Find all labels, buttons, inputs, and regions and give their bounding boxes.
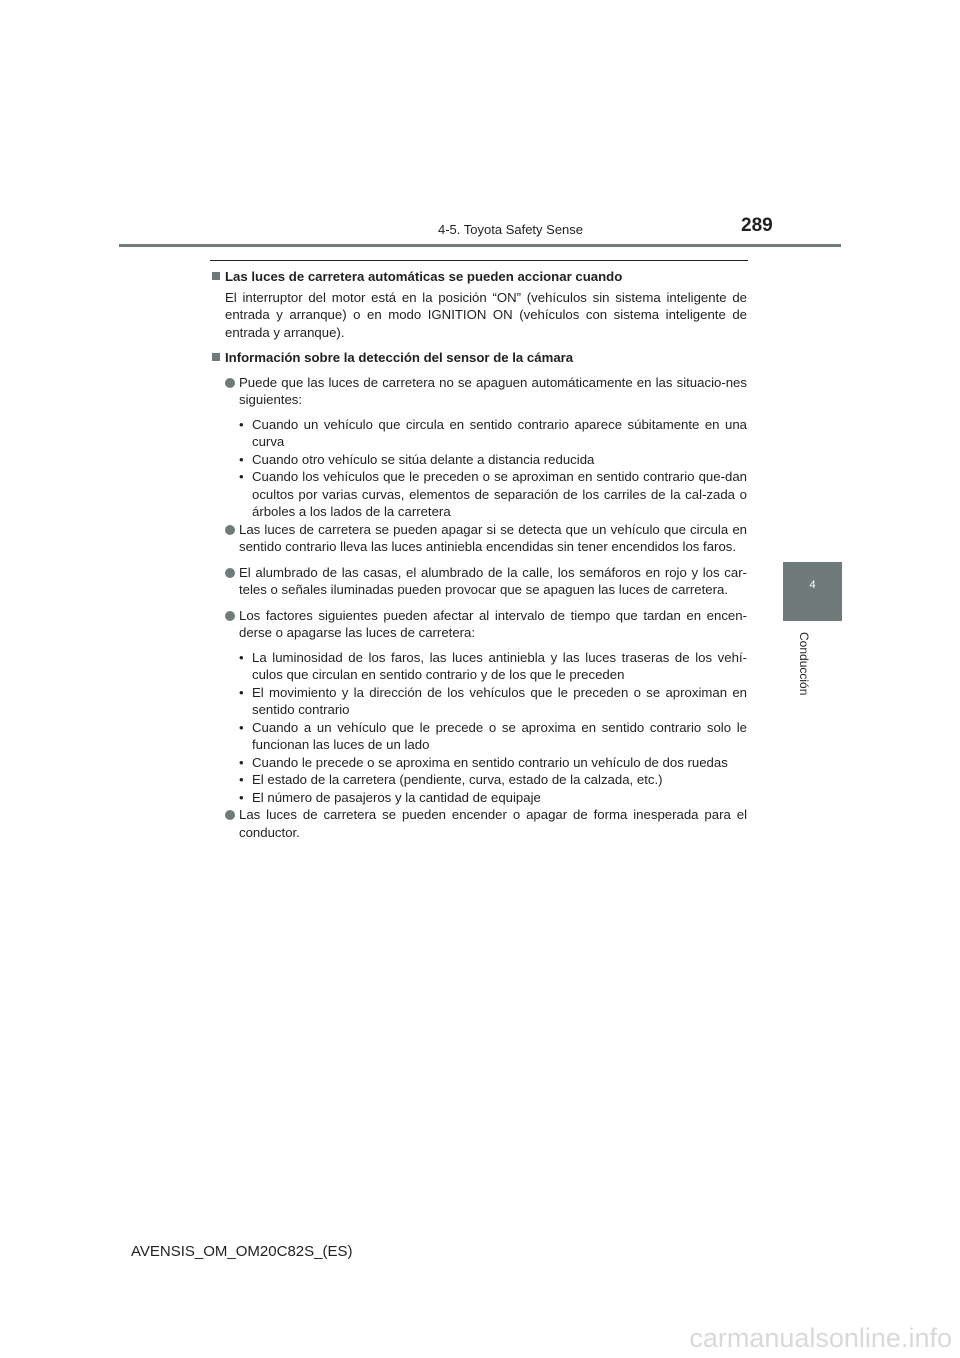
sub-list-item-text: El número de pasajeros y la cantidad de equipaje (252, 789, 541, 805)
sub-list-item-text: Cuando otro vehículo se sitúa delante a distancia reducida (252, 451, 595, 467)
section-heading (211, 349, 747, 367)
circle-bullet-icon (225, 810, 235, 820)
content-rule (210, 260, 748, 261)
sub-list-item-text: El estado de la carretera (pendiente, curva, estado de la calzada, etc.) (252, 772, 663, 787)
section-header: 4-5. Toyota Safety Sense (438, 222, 584, 237)
list-item-text: Puede que las luces de carretera no se apaguen automáticamente en las situacio-nes siguientes: (239, 374, 747, 407)
sub-bullet-icon: • (239, 772, 244, 787)
section-paragraph: El interruptor del motor está en la posición “ON” (vehículos sin sistema inteligente de entrada y arranque) o en modo IGNITION ON (vehículos con sistema inteligente de entrada y arranque). (225, 289, 747, 340)
chapter-label-text: Conducción (797, 632, 811, 696)
sub-bullet-icon: • (239, 684, 244, 700)
sub-list-item-text: Cuando a un vehículo que le precede o se aproxima en sentido contrario solo le funcionan las luces de un lado (252, 719, 747, 752)
section-heading-text: Información sobre la detección del sensor de la cámara (225, 350, 574, 365)
circle-bullet-icon (225, 525, 235, 535)
section-heading-text: Las luces de carretera automáticas se pueden accionar cuando (225, 269, 623, 284)
list-item (211, 521, 747, 556)
page-number: 289 (741, 215, 773, 236)
sub-bullet-icon: • (239, 416, 244, 432)
sub-list-item (211, 789, 747, 807)
chapter-label (797, 632, 815, 712)
sub-list-item (211, 416, 747, 451)
sub-bullet-icon: • (239, 789, 244, 805)
sub-list-item-text: Cuando le precede o se aproxima en sentido contrario un vehículo de dos ruedas (252, 754, 728, 770)
list-item (211, 806, 747, 841)
sub-bullet-icon: • (239, 451, 244, 467)
sub-list-item-text: El movimiento y la dirección de los vehículos que le preceden o se aproximan en sentido contrario (252, 684, 747, 717)
sub-list-item (211, 719, 747, 754)
chapter-tab (783, 562, 842, 621)
section-heading (211, 268, 747, 286)
sub-list-item-text: Cuando los vehículos que le preceden o se aproximan en sentido contrario que-dan ocultos por varias curvas, elementos de separación de los carriles de la cal-zada o árboles a los lados de la carretera (252, 469, 747, 519)
sub-list-item-text: La luminosidad de los faros, las luces antiniebla y las luces traseras de los vehí-culos que circulan en sentido contrario y de los que le preceden (252, 649, 747, 682)
sub-bullet-icon: • (239, 754, 244, 770)
list-item-text: El alumbrado de las casas, el alumbrado de la calle, los semáforos en rojo y los car-teles o señales iluminadas pueden provocar que se apaguen las luces de carretera. (239, 564, 747, 597)
document-footer: AVENSIS_OM_OM20C82S_(ES) (131, 1243, 353, 1260)
watermark[interactable]: carmanualsonline.info (689, 1323, 952, 1353)
square-bullet-icon (212, 272, 220, 280)
sub-bullet-icon: • (239, 719, 244, 735)
sub-list-item (211, 649, 747, 684)
list-item (211, 374, 747, 409)
sub-list (211, 649, 747, 807)
circle-bullet-icon (225, 568, 235, 578)
sub-list-item (211, 468, 747, 521)
list-item-text: Los factores siguientes pueden afectar al intervalo de tiempo que tardan en encen-derse o apagarse las luces de carretera: (239, 607, 747, 640)
sub-bullet-icon: • (239, 649, 244, 665)
square-bullet-icon (212, 353, 220, 361)
sub-list-item (211, 684, 747, 719)
circle-bullet-icon (225, 378, 235, 388)
sub-list-item (211, 754, 747, 772)
sub-list-item (211, 771, 747, 789)
list-item (211, 564, 747, 599)
list-item-text: Las luces de carretera se pueden apagar si se detecta que un vehículo que circula en sentido contrario lleva las luces antiniebla encendidas sin tener encendidos los faros. (239, 521, 747, 554)
content (211, 268, 747, 841)
list-item-text: Las luces de carretera se pueden encender o apagar de forma inesperada para el conductor. (239, 807, 747, 840)
chapter-tab-number: 4 (809, 579, 816, 591)
sub-list (211, 416, 747, 521)
sub-list-item (211, 451, 747, 469)
sub-bullet-icon: • (239, 469, 244, 484)
circle-bullet-icon (225, 611, 235, 621)
header-rule (119, 244, 841, 247)
list-item (211, 607, 747, 642)
sub-list-item-text: Cuando un vehículo que circula en sentido contrario aparece súbitamente en una curva (252, 416, 747, 449)
